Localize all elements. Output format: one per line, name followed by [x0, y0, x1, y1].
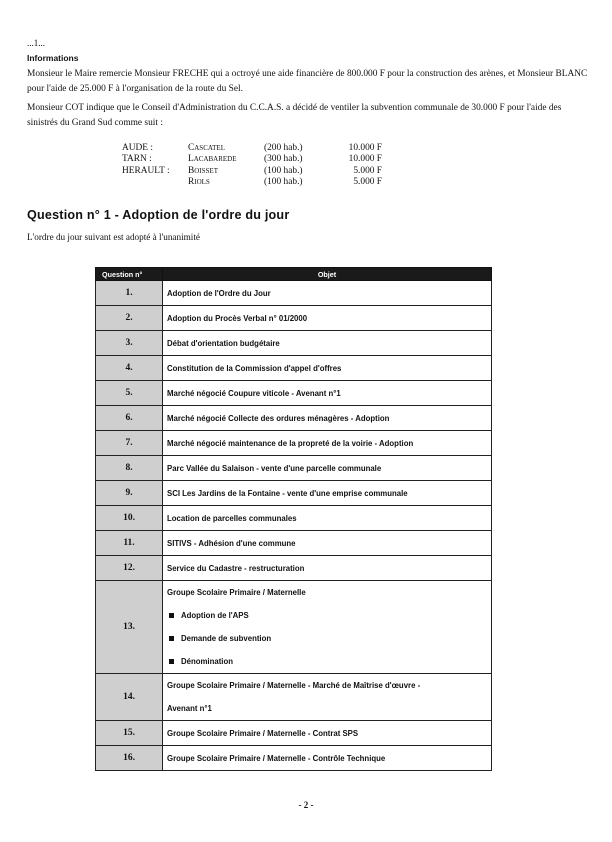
question-number: 1. — [96, 281, 163, 306]
table-row — [96, 556, 492, 581]
question-object — [163, 431, 492, 456]
distribution-row — [122, 166, 382, 177]
table-row — [96, 481, 492, 506]
continuation-mark: ...1... — [27, 38, 45, 48]
object-text: Avenant n°1 — [167, 704, 212, 713]
question-object — [163, 721, 492, 746]
page-number: - 2 - — [298, 800, 314, 810]
bullet-text: Adoption de l'APS — [181, 611, 249, 620]
question-number: 6. — [96, 406, 163, 431]
department: TARN : — [122, 154, 152, 165]
agenda-body — [96, 281, 492, 771]
object-text: Groupe Scolaire Primaire / Maternelle - Contrôle Technique — [167, 753, 386, 763]
table-row — [96, 581, 492, 674]
object-text: Adoption du Procès Verbal n° 01/2000 — [167, 313, 308, 323]
question-object — [163, 306, 492, 331]
bullet-square-icon — [169, 659, 174, 664]
distribution-row — [122, 154, 382, 165]
population: (100 hab.) — [264, 177, 303, 188]
object-text: SCI Les Jardins de la Fontaine - vente d'une emprise communale — [167, 488, 408, 498]
object-text: Débat d'orientation budgétaire — [167, 338, 280, 348]
question-object — [163, 506, 492, 531]
object-text: Marché négocié Collecte des ordures ménagères - Adoption — [167, 413, 390, 423]
question-number: 4. — [96, 356, 163, 381]
column-header-number: Question n° — [96, 268, 163, 281]
question-number: 3. — [96, 331, 163, 356]
question-number: 7. — [96, 431, 163, 456]
distribution-row — [122, 143, 382, 154]
population: (100 hab.) — [264, 165, 303, 176]
distribution-row — [122, 177, 382, 188]
question-number: 8. — [96, 456, 163, 481]
town: Cascatel — [188, 143, 225, 153]
table-row — [96, 674, 492, 721]
bullet-item — [167, 627, 491, 650]
amount: 5.000 F — [353, 165, 382, 176]
question-object — [163, 281, 492, 306]
town: Riols — [188, 177, 210, 188]
table-row — [96, 306, 492, 331]
question-object — [163, 556, 492, 581]
column-header-object: Objet — [163, 268, 492, 281]
question-number: 14. — [96, 674, 163, 721]
population: (200 hab.) — [264, 143, 303, 153]
question-number: 11. — [96, 531, 163, 556]
amount: 10.000 F — [348, 154, 382, 165]
object-text: SITIVS - Adhésion d'une commune — [167, 538, 296, 548]
question-number: 5. — [96, 381, 163, 406]
population: (300 hab.) — [264, 154, 303, 165]
table-row — [96, 531, 492, 556]
question-object — [163, 581, 492, 674]
bullet-item — [167, 604, 491, 627]
department: AUDE : — [122, 143, 153, 153]
object-text: Adoption de l'Ordre du Jour — [167, 288, 271, 298]
question-object — [163, 456, 492, 481]
subsidy-distribution-list — [122, 143, 382, 189]
question-number: 15. — [96, 721, 163, 746]
table-row — [96, 281, 492, 306]
town: Lacabarede — [188, 154, 237, 165]
bullet-text: Demande de subvention — [181, 634, 272, 643]
question-object — [163, 331, 492, 356]
table-row — [96, 506, 492, 531]
table-row — [96, 746, 492, 771]
question-number: 16. — [96, 746, 163, 771]
table-row — [96, 721, 492, 746]
question-object — [163, 406, 492, 431]
object-text: Parc Vallée du Salaison - vente d'une parcelle communale — [167, 463, 382, 473]
question-object — [163, 674, 492, 721]
amount: 5.000 F — [353, 177, 382, 188]
informations-heading: Informations — [27, 53, 79, 63]
table-row — [96, 431, 492, 456]
informations-paragraph-2: Monsieur COT indique que le Conseil d'Administration du C.C.A.S. a décidé de ventiler la subvention communale de 30.000 F pour l'aide des sinistrés du Grand Sud comme suit : — [27, 103, 562, 128]
table-row — [96, 356, 492, 381]
question-number: 2. — [96, 306, 163, 331]
bullet-text: Dénomination — [181, 657, 233, 666]
table-row — [96, 406, 492, 431]
object-text: Location de parcelles communales — [167, 513, 297, 523]
object-text: Constitution de la Commission d'appel d'offres — [167, 363, 342, 373]
agenda-header-row — [96, 268, 492, 281]
bullet-square-icon — [169, 613, 174, 618]
town: Boisset — [188, 165, 218, 176]
question-object — [163, 531, 492, 556]
object-text: Groupe Scolaire Primaire / Maternelle — [167, 588, 306, 597]
object-text: Groupe Scolaire Primaire / Maternelle - Contrat SPS — [167, 728, 359, 738]
question-object — [163, 356, 492, 381]
table-row — [96, 456, 492, 481]
question-subtitle: L'ordre du jour suivant est adopté à l'unanimité — [27, 232, 200, 242]
table-row — [96, 381, 492, 406]
question-title: Question n° 1 - Adoption de l'ordre du jour — [27, 208, 290, 222]
department: HERAULT : — [122, 165, 170, 176]
question-number: 9. — [96, 481, 163, 506]
amount: 10.000 F — [348, 143, 382, 153]
question-number: 10. — [96, 506, 163, 531]
bullet-item — [167, 650, 491, 673]
question-number: 13. — [96, 581, 163, 674]
question-object — [163, 381, 492, 406]
question-object — [163, 481, 492, 506]
bullet-square-icon — [169, 636, 174, 641]
agenda-table — [95, 267, 492, 771]
object-text: Service du Cadastre - restructuration — [167, 563, 305, 573]
object-text: Groupe Scolaire Primaire / Maternelle - Marché de Maîtrise d'œuvre - — [167, 681, 421, 690]
informations-paragraph-1: Monsieur le Maire remercie Monsieur FRECHE qui a octroyé une aide financière de 800.000 F pour la construction des arènes, et Monsieur BLANC pour l'aide de 25.000 F à l'organisation de la route du Sel. — [27, 69, 588, 94]
table-row — [96, 331, 492, 356]
question-number: 12. — [96, 556, 163, 581]
object-text: Marché négocié Coupure viticole - Avenant n°1 — [167, 388, 341, 398]
object-text: Marché négocié maintenance de la propreté de la voirie - Adoption — [167, 438, 414, 448]
question-object — [163, 746, 492, 771]
